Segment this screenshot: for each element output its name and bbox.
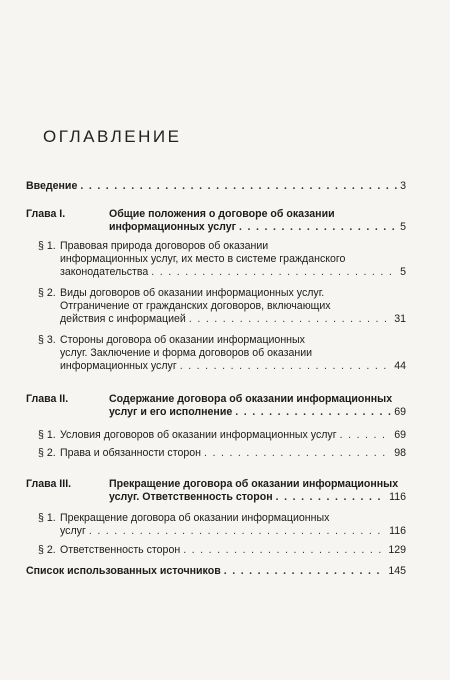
section-label: § 2.	[38, 544, 56, 556]
chapter-title-line: Общие положения о договоре об оказании	[109, 208, 335, 220]
toc-leader-dots	[235, 406, 391, 419]
section-title-line: Виды договоров об оказании информационных услуг.	[60, 287, 325, 299]
toc-page-number: 116	[389, 525, 406, 537]
section-label: § 2.	[38, 447, 56, 459]
section-title-line: услуг. Заключение и форма договоров об оказании	[60, 347, 313, 359]
section-title-line: законодательства	[60, 266, 149, 278]
toc-entry-chapter-1	[26, 208, 406, 234]
section-label: § 1.	[38, 240, 56, 252]
section-title-line: Стороны договора об оказании информационных	[60, 334, 305, 346]
toc-entry-section	[38, 287, 406, 326]
toc-entry-section	[38, 240, 406, 279]
toc-leader-dots	[224, 565, 386, 578]
toc-leader-dots	[80, 180, 397, 193]
toc-page-number: 5	[400, 221, 406, 233]
toc-leader-dots	[340, 429, 392, 442]
toc-leader-dots	[276, 491, 387, 504]
section-label: § 2.	[38, 287, 56, 299]
toc-page-number: 5	[400, 266, 406, 278]
toc-page-number: 69	[394, 406, 406, 418]
toc-entry-references	[26, 565, 406, 578]
toc-leader-dots	[239, 221, 397, 234]
toc-page-number: 129	[388, 544, 406, 556]
chapter-label: Глава I.	[26, 208, 66, 220]
page-title: ОГЛАВЛЕНИЕ	[43, 127, 182, 146]
toc-entry-section	[38, 334, 406, 373]
toc-page-number: 69	[394, 429, 406, 441]
toc-page-number: 31	[394, 313, 406, 325]
toc-entry-chapter-3	[26, 478, 406, 504]
section-label: § 1.	[38, 429, 56, 441]
toc-leader-dots	[189, 313, 391, 326]
toc-entry-title: Список использованных источников	[26, 565, 221, 577]
toc-page-number: 98	[394, 447, 406, 459]
section-title-line: Условия договоров об оказании информационных услуг	[60, 429, 337, 441]
toc-entry-section	[38, 512, 406, 538]
chapter-title-line: информационных услуг	[109, 221, 237, 233]
toc-leader-dots	[180, 360, 392, 373]
chapter-label: Глава III.	[26, 478, 72, 490]
chapter-title-line: Прекращение договора об оказании информационных	[109, 478, 399, 490]
section-title-line: Ответственность сторон	[60, 544, 181, 556]
section-title-line: информационных услуг	[60, 360, 177, 372]
toc-page-number: 44	[394, 360, 406, 372]
section-title-line: Отграничение от гражданских договоров, включающих	[60, 300, 331, 312]
chapter-title-line: услуг. Ответственность сторон	[109, 491, 273, 503]
section-title-line: Прекращение договора об оказании информационных	[60, 512, 330, 524]
chapter-title-line: услуг и его исполнение	[109, 406, 233, 418]
section-title-line: Правовая природа договоров об оказании	[60, 240, 269, 252]
toc-page-number: 3	[400, 180, 406, 192]
toc-entry-section	[38, 447, 406, 460]
toc-entry-section	[38, 544, 406, 557]
toc-leader-dots	[151, 266, 397, 279]
toc-leader-dots	[204, 447, 391, 460]
toc-leader-dots	[183, 544, 385, 557]
section-title-line: Права и обязанности сторон	[60, 447, 201, 459]
toc-leader-dots	[89, 525, 386, 538]
toc-entry-section	[38, 429, 406, 442]
toc-entry-title: Введение	[26, 180, 78, 192]
toc-entry-intro	[26, 180, 406, 193]
chapter-label: Глава II.	[26, 393, 69, 405]
section-title-line: услуг	[60, 525, 86, 537]
section-label: § 1.	[38, 512, 56, 524]
toc-page-number: 116	[389, 491, 406, 503]
section-label: § 3.	[38, 334, 56, 346]
toc-page-number: 145	[388, 565, 406, 577]
section-title-line: информационных услуг, их место в системе гражданского	[60, 253, 346, 265]
chapter-title-line: Содержание договора об оказании информационных	[109, 393, 393, 405]
toc-entry-chapter-2	[26, 393, 406, 419]
section-title-line: действия с информацией	[60, 313, 186, 325]
